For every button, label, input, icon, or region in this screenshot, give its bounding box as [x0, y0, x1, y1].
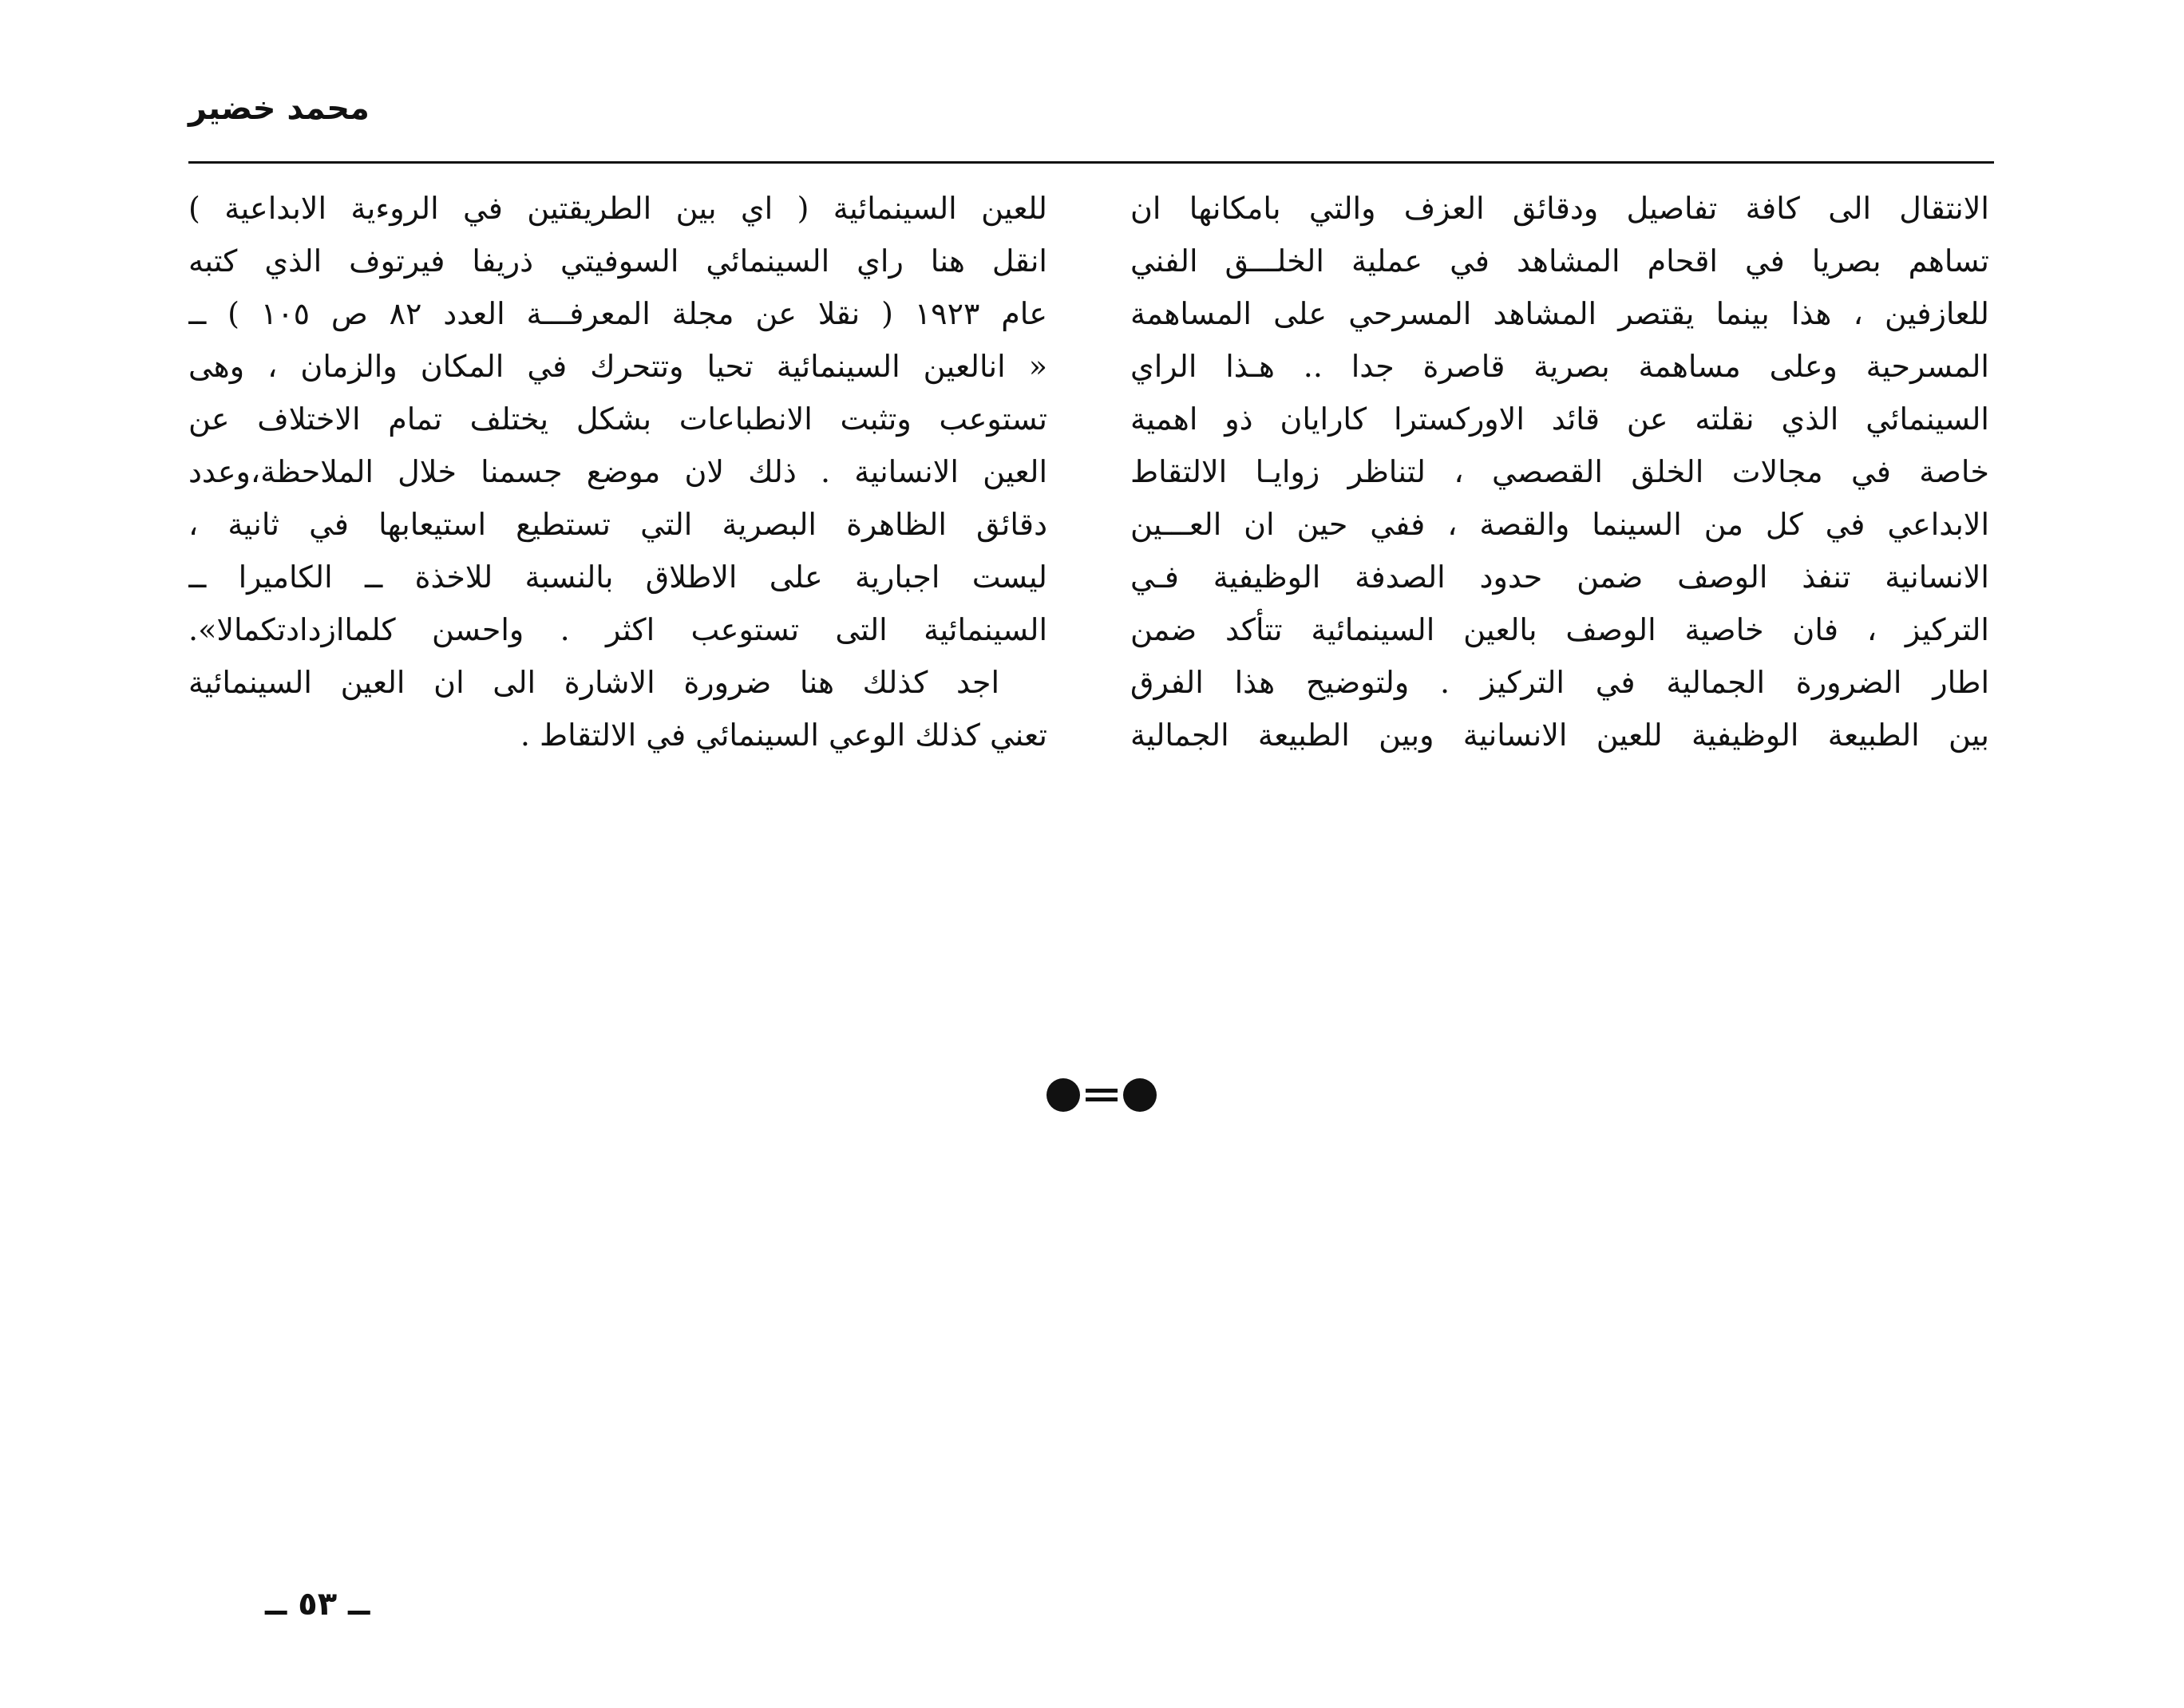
text-line: « انالعين السينمائية تحيا وتتحرك في المكان والزمان ، وهى	[188, 349, 1047, 384]
text-line: تستوعب وتثبت الانطباعات بشكل يختلف تمام الاختلاف عن	[188, 401, 1047, 437]
text-line: العين الانسانية . ذلك لان موضع جسمنا خلال الملاحظة،وعدد	[188, 454, 1047, 489]
text-line: تعني كذلك الوعي السينمائي في الالتقاط .	[520, 718, 1047, 753]
text-line: بين الطبيعة الوظيفية للعين الانسانية وبين الطبيعة الجمالية	[1130, 718, 1989, 753]
text-line: الانتقال الى كافة تفاصيل ودقائق العزف والتي بامكانها ان	[1130, 191, 1989, 226]
text-line: التركيز ، فان خاصية الوصف بالعين السينمائية تتأكد ضمن	[1130, 612, 1989, 647]
section-end-ornament	[1046, 1071, 1157, 1119]
right-column	[1130, 182, 1989, 761]
text-line: خاصة في مجالات الخلق القصصي ، لتناظر زوايـا الالتقاط	[1130, 454, 1989, 489]
text-line: للعين السينمائية ( اي بين الطريقتين في الروءية الابداعية )	[188, 191, 1047, 226]
text-line: اطار الضرورة الجمالية في التركيز . ولتوضيح هذا الفرق	[1130, 665, 1989, 700]
text-line: الابداعي في كل من السينما والقصة ، ففي حين ان العـــين	[1130, 507, 1989, 542]
author-name: محمد خضير	[188, 90, 370, 127]
text-line: للعازفين ، هذا بينما يقتصر المشاهد المسرحي على المساهمة	[1130, 296, 1989, 331]
text-line: عام ١٩٢٣ ( نقلا عن مجلة المعرفـــة العدد ٨٢ ص ١٠٥ ) ــ	[188, 296, 1047, 331]
text-line: ليست اجبارية على الاطلاق بالنسبة للاخذة ــ الكاميرا ــ	[188, 559, 1047, 595]
text-line: المسرحية وعلى مساهمة بصرية قاصرة جدا .. هـذا الراي	[1130, 349, 1989, 384]
header-rule	[188, 161, 1994, 164]
text-line: انقل هنا راي السينمائي السوفيتي ذريفا فيرتوف الذي كتبه	[188, 243, 1047, 279]
page-number: ــ ٥٣ ــ	[265, 1586, 370, 1623]
text-line: السينمائية التى تستوعب اكثر . واحسن كلماازدادتكمالا».	[188, 612, 1047, 647]
left-column	[188, 182, 1047, 761]
text-line: السينمائي الذي نقلته عن قائد الاوركسترا كارايان ذو اهمية	[1130, 401, 1989, 437]
text-line: تساهم بصريا في اقحام المشاهد في عملية الخلـــق الفني	[1130, 243, 1989, 279]
text-line: اجد كذلك هنا ضرورة الاشارة الى ان العين السينمائية	[188, 665, 999, 700]
text-line: الانسانية تنفذ الوصف ضمن حدود الصدفة الوظيفية فـي	[1130, 559, 1989, 595]
text-line: دقائق الظاهرة البصرية التي تستطيع استيعابها في ثانية ،	[188, 507, 1047, 542]
